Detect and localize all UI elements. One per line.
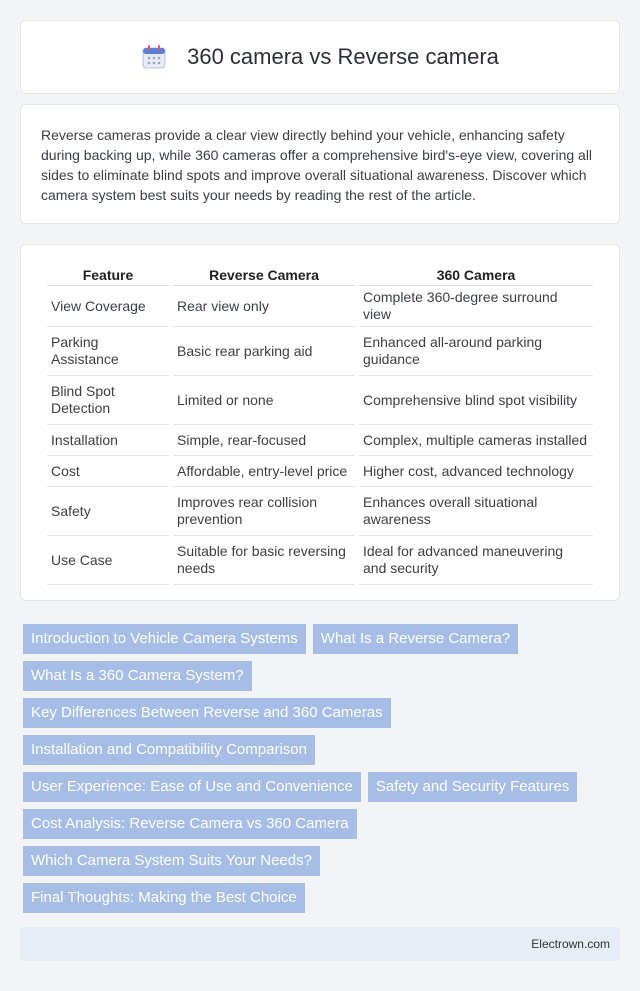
table-row: [47, 536, 593, 585]
footer: [20, 927, 620, 961]
table-cell: Ideal for advanced maneuvering and security: [359, 536, 593, 585]
table-row: [47, 456, 593, 487]
page-title: 360 camera vs Reverse camera: [187, 44, 499, 69]
table-cell: Limited or none: [173, 376, 355, 425]
column-header-feature: Feature: [47, 265, 169, 286]
topic-link-user-experience[interactable]: User Experience: Ease of Use and Convenience: [23, 772, 361, 802]
table-header-row: [47, 265, 593, 286]
table-cell: Enhanced all-around parking guidance: [359, 327, 593, 376]
table-cell: Suitable for basic reversing needs: [173, 536, 355, 585]
table-cell: Comprehensive blind spot visibility: [359, 376, 593, 425]
table-cell: Parking Assistance: [47, 327, 169, 376]
comparison-table-card: [20, 244, 620, 601]
footer-brand: Electrown.com: [531, 937, 610, 951]
topic-link-cost-analysis[interactable]: Cost Analysis: Reverse Camera vs 360 Camera: [23, 809, 357, 839]
table-cell: Installation: [47, 425, 169, 456]
topic-link-introduction[interactable]: Introduction to Vehicle Camera Systems: [23, 624, 306, 654]
table-cell: View Coverage: [47, 286, 169, 327]
table-row: [47, 286, 593, 327]
table-cell: Cost: [47, 456, 169, 487]
table-row: [47, 425, 593, 456]
topic-link-final-thoughts[interactable]: Final Thoughts: Making the Best Choice: [23, 883, 305, 913]
table-cell: Blind Spot Detection: [47, 376, 169, 425]
table-cell: Complex, multiple cameras installed: [359, 425, 593, 456]
topic-link-what-is-reverse-camera[interactable]: What Is a Reverse Camera?: [313, 624, 518, 654]
table-cell: Simple, rear-focused: [173, 425, 355, 456]
topic-link-installation[interactable]: Installation and Compatibility Comparison: [23, 735, 315, 765]
table-cell: Complete 360-degree surround view: [359, 286, 593, 327]
topic-link-key-differences[interactable]: Key Differences Between Reverse and 360 Cameras: [23, 698, 391, 728]
table-cell: Improves rear collision prevention: [173, 487, 355, 536]
table-cell: Higher cost, advanced technology: [359, 456, 593, 487]
table-row: [47, 487, 593, 536]
comparison-table: [43, 265, 597, 585]
table-row: [47, 376, 593, 425]
table-cell: Basic rear parking aid: [173, 327, 355, 376]
column-header-360-camera: 360 Camera: [359, 265, 593, 286]
intro-text: Reverse cameras provide a clear view directly behind your vehicle, enhancing safety during backing up, while 360 cameras offer a comprehensive bird's-eye view, covering all sides to eliminate blind spots and improve overall situational awareness. Discover which camera system best suits your needs by reading the rest of the article.: [41, 127, 593, 203]
table-cell: Enhances overall situational awareness: [359, 487, 593, 536]
table-cell: Safety: [47, 487, 169, 536]
topic-links: [23, 624, 623, 920]
intro-card: [20, 104, 620, 224]
table-cell: Affordable, entry-level price: [173, 456, 355, 487]
topic-link-safety-security[interactable]: Safety and Security Features: [368, 772, 577, 802]
table-cell: Rear view only: [173, 286, 355, 327]
topic-link-what-is-360-camera[interactable]: What Is a 360 Camera System?: [23, 661, 252, 691]
topic-link-which-suits[interactable]: Which Camera System Suits Your Needs?: [23, 846, 320, 876]
table-cell: Use Case: [47, 536, 169, 585]
calendar-icon: [141, 44, 167, 70]
table-row: [47, 327, 593, 376]
column-header-reverse-camera: Reverse Camera: [173, 265, 355, 286]
title-card: [20, 20, 620, 94]
